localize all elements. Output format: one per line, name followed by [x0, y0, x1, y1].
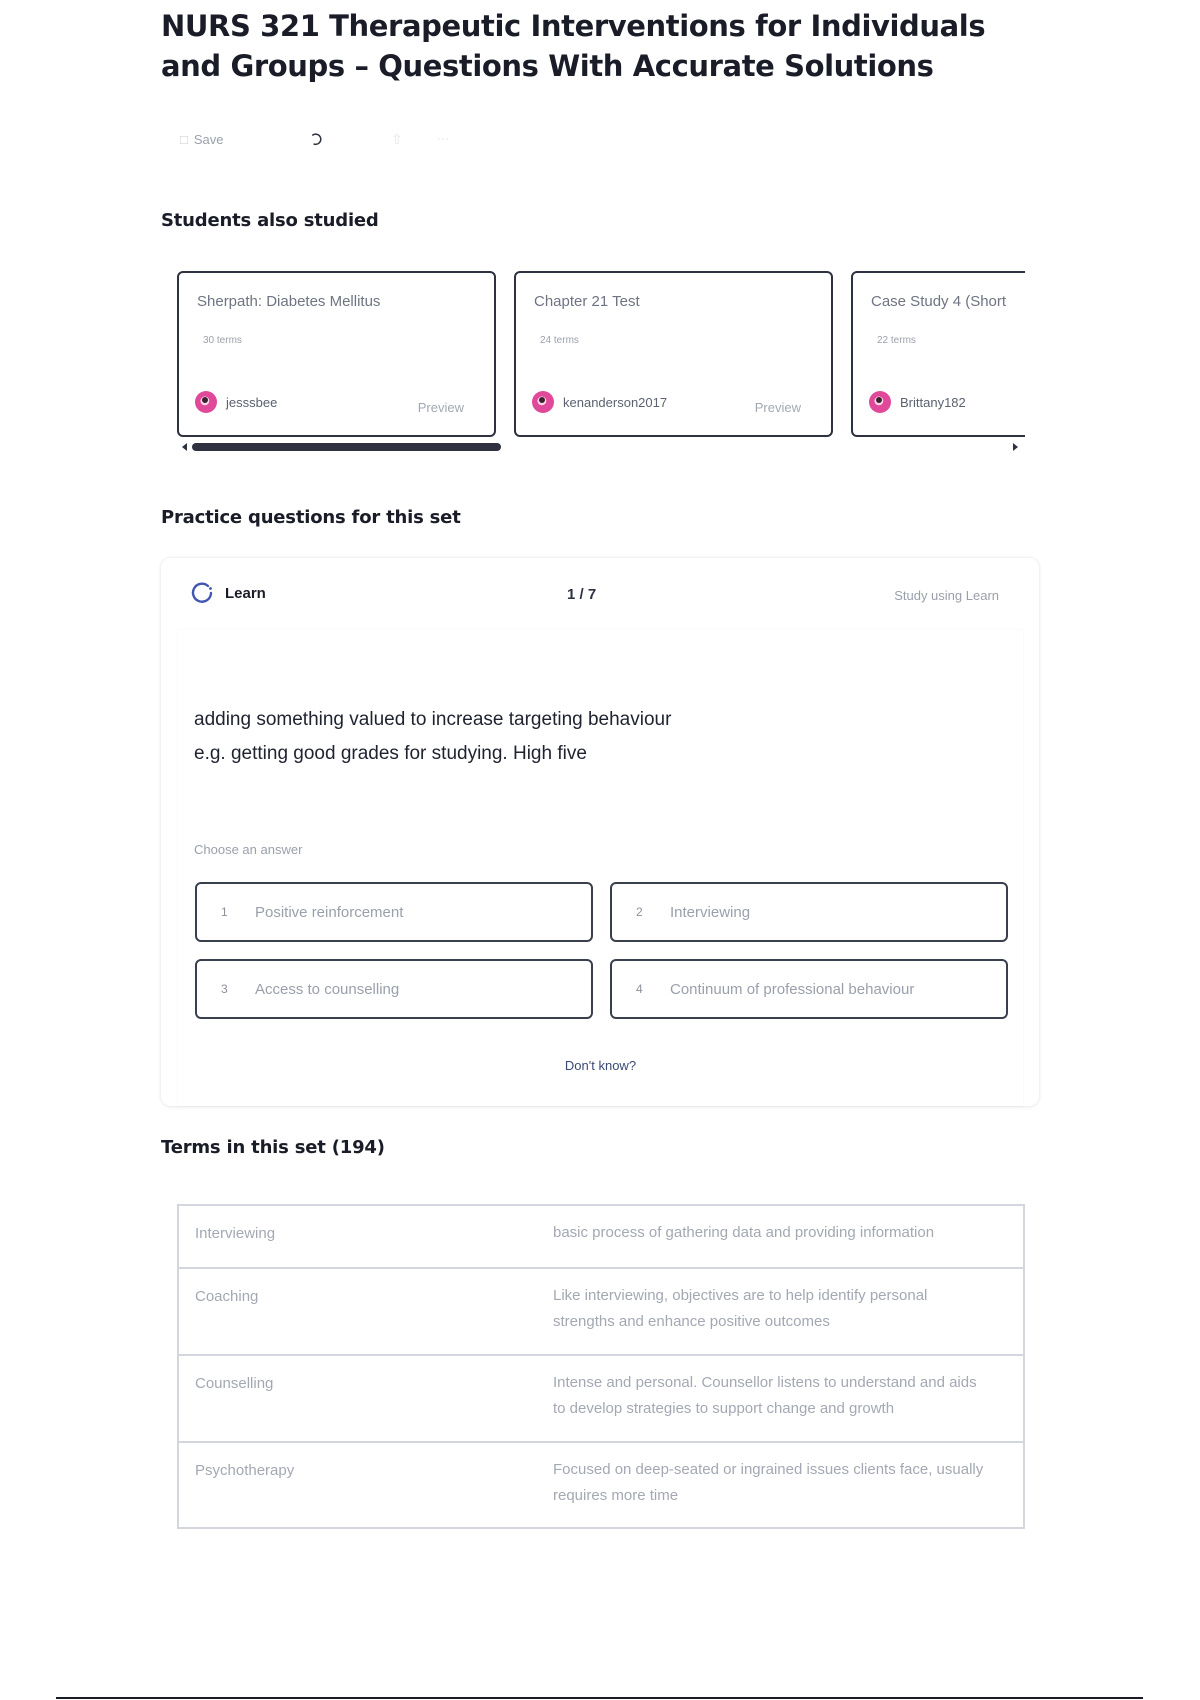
- study-sets-carousel[interactable]: [177, 271, 1025, 443]
- carousel-scrollbar[interactable]: [192, 443, 1006, 451]
- bookmark-icon: □: [180, 131, 188, 147]
- option-text: Interviewing: [670, 903, 751, 921]
- learn-icon: [189, 580, 215, 606]
- study-set-card[interactable]: [514, 271, 833, 437]
- answer-option[interactable]: [195, 959, 593, 1019]
- answer-option[interactable]: [610, 882, 1008, 942]
- term-word: Interviewing: [195, 1225, 276, 1242]
- terms-table: [177, 1204, 1025, 1529]
- term-definition: Intense and personal. Counsellor listens to understand and aids to develop strategies to support change and growth: [553, 1374, 977, 1417]
- card-term-count: 30 terms: [203, 335, 242, 346]
- option-text: Access to counselling: [255, 980, 400, 998]
- card-title: Chapter 21 Test: [534, 293, 640, 310]
- learn-label: Learn: [225, 584, 266, 602]
- term-row: [179, 1354, 1023, 1441]
- term-row: [179, 1206, 1023, 1267]
- avatar: [869, 391, 891, 413]
- preview-button[interactable]: Preview: [754, 400, 801, 415]
- question-prompt-line: e.g. getting good grades for studying. High five: [194, 743, 587, 764]
- study-set-card[interactable]: [851, 271, 1025, 437]
- preview-button[interactable]: Preview: [417, 400, 464, 415]
- card-author: [869, 391, 966, 413]
- action-bar: [180, 126, 450, 152]
- card-title: Case Study 4 (Short: [871, 293, 1007, 310]
- question-card: [178, 630, 1023, 1106]
- card-term-count: 22 terms: [877, 335, 916, 346]
- scrollbar-thumb[interactable]: [192, 443, 501, 451]
- option-number: 4: [636, 982, 643, 996]
- study-using-learn-link[interactable]: Study using Learn: [894, 588, 999, 603]
- question-progress: 1 / 7: [567, 586, 597, 603]
- footer-divider: [56, 1697, 1143, 1699]
- term-definition: Like interviewing, objectives are to help identify personal strengths and enhance positive outcomes: [553, 1287, 928, 1330]
- option-text: Continuum of professional behaviour: [670, 980, 915, 998]
- option-number: 2: [636, 905, 643, 919]
- more-options-icon[interactable]: ⋯: [436, 131, 450, 146]
- avatar: [532, 391, 554, 413]
- card-author: [532, 391, 667, 413]
- page-title: NURS 321 Therapeutic Interventions for Individuals and Groups – Questions With Accurate Solutions: [161, 9, 986, 83]
- learn-mode: [189, 580, 266, 606]
- card-author: [195, 391, 277, 413]
- choose-answer-label: Choose an answer: [194, 842, 303, 857]
- card-username: Brittany182: [900, 394, 966, 410]
- save-label: Save: [193, 131, 224, 147]
- card-username: jesssbee: [226, 394, 278, 410]
- card-title: Sherpath: Diabetes Mellitus: [197, 293, 381, 310]
- learn-header: [189, 580, 999, 610]
- term-word: Psychotherapy: [195, 1462, 295, 1479]
- avatar: [195, 391, 217, 413]
- option-number: 1: [221, 905, 228, 919]
- card-term-count: 24 terms: [540, 335, 579, 346]
- share-icon[interactable]: ⇧: [391, 130, 403, 147]
- scroll-right-arrow-icon[interactable]: [1013, 443, 1018, 451]
- term-definition: Focused on deep-seated or ingrained issues clients face, usually requires more time: [553, 1461, 984, 1504]
- answer-option[interactable]: [610, 959, 1008, 1019]
- save-button[interactable]: [180, 132, 300, 147]
- scroll-left-arrow-icon[interactable]: [182, 443, 187, 451]
- loading-icon: [310, 133, 323, 146]
- students-also-studied-heading: Students also studied: [161, 210, 379, 231]
- terms-heading: Terms in this set (194): [161, 1137, 385, 1158]
- question-prompt-line: adding something valued to increase targeting behaviour: [194, 709, 672, 730]
- practice-questions-heading: Practice questions for this set: [161, 507, 461, 528]
- term-definition: basic process of gathering data and providing information: [553, 1224, 935, 1241]
- learn-panel: [161, 558, 1039, 1106]
- term-row: [179, 1441, 1023, 1527]
- dont-know-button[interactable]: Don't know?: [564, 1058, 637, 1073]
- option-number: 3: [221, 982, 228, 996]
- option-text: Positive reinforcement: [255, 903, 404, 921]
- term-row: [179, 1267, 1023, 1354]
- card-username: kenanderson2017: [563, 394, 668, 410]
- term-word: Counselling: [195, 1375, 274, 1392]
- term-word: Coaching: [195, 1288, 259, 1305]
- answer-option[interactable]: [195, 882, 593, 942]
- study-set-card[interactable]: [177, 271, 496, 437]
- study-sets-track: [177, 271, 1025, 437]
